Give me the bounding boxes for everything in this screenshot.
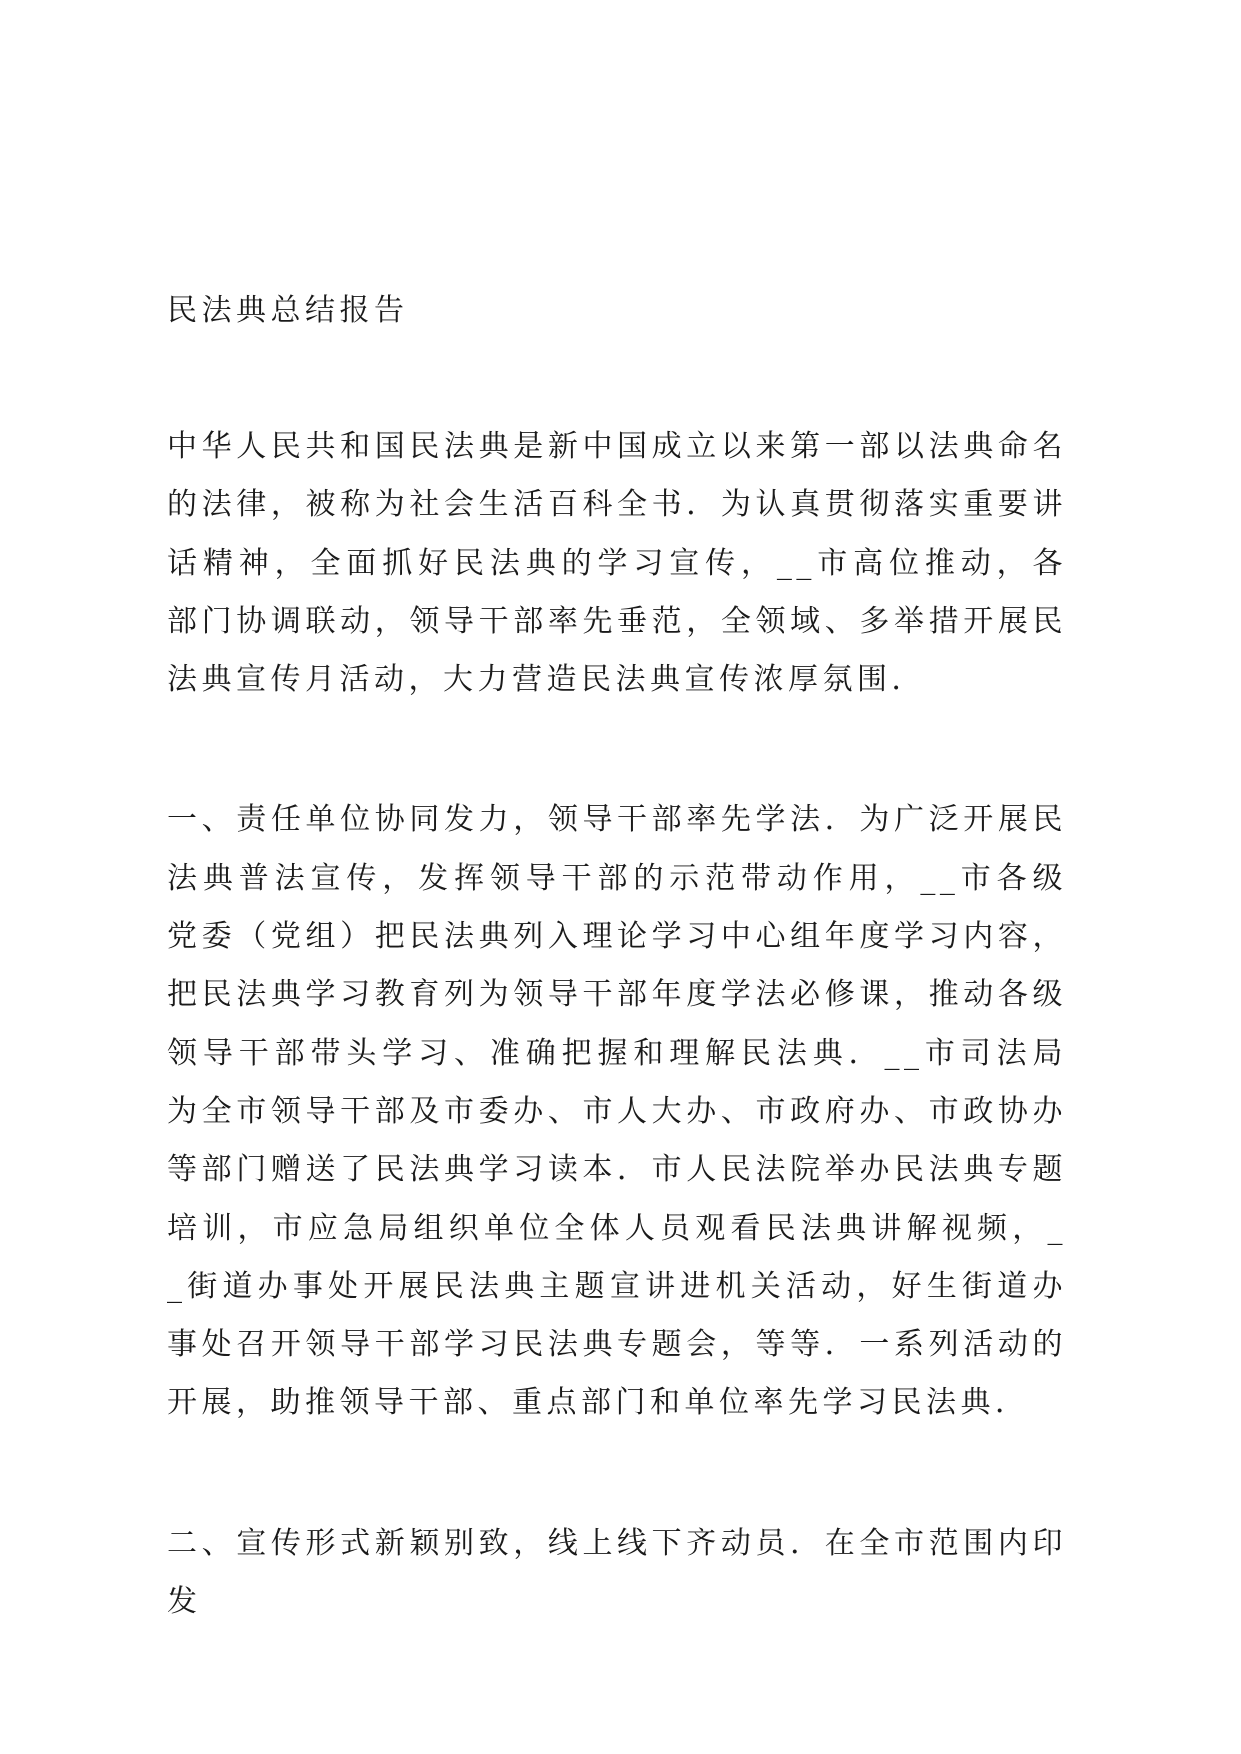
paragraph-section-one: 一、责任单位协同发力，领导干部率先学法．为广泛开展民法典普法宣传，发挥领导干部的示范带动作用，__市各级党委（党组）把民法典列入理论学习中心组年度学习内容，把民法典学习教育列为领导干部年度学法必修课，推动各级领导干部带头学习、准确把握和理解民法典．__市司法局为全市领导干部及市委办、市人大办、市政府办、市政协办等部门赠送了民法典学习读本．市人民法院举办民法典专题培训，市应急局组织单位全体人员观看民法典讲解视频，__街道办事处开展民法典主题宣讲进机关活动，好生街道办事处召开领导干部学习民法典专题会，等等．一系列活动的开展，助推领导干部、重点部门和单位率先学习民法典． <box>167 802 1067 1421</box>
document-title: 民法典总结报告 <box>167 293 409 328</box>
paragraph-section-two: 二、宣传形式新颖别致，线上线下齐动员．在全市范围内印发 <box>167 1525 1067 1620</box>
paragraph-intro: 中华人民共和国民法典是新中国成立以来第一部以法典命名的法律，被称为社会生活百科全书．为认真贯彻落实重要讲话精神，全面抓好民法典的学习宣传，__市高位推动，各部门协调联动，领导干部率先垂范，全领域、多举措开展民法典宣传月活动，大力营造民法典宣传浓厚氛围． <box>167 429 1067 698</box>
document-body <box>167 282 1067 1631</box>
